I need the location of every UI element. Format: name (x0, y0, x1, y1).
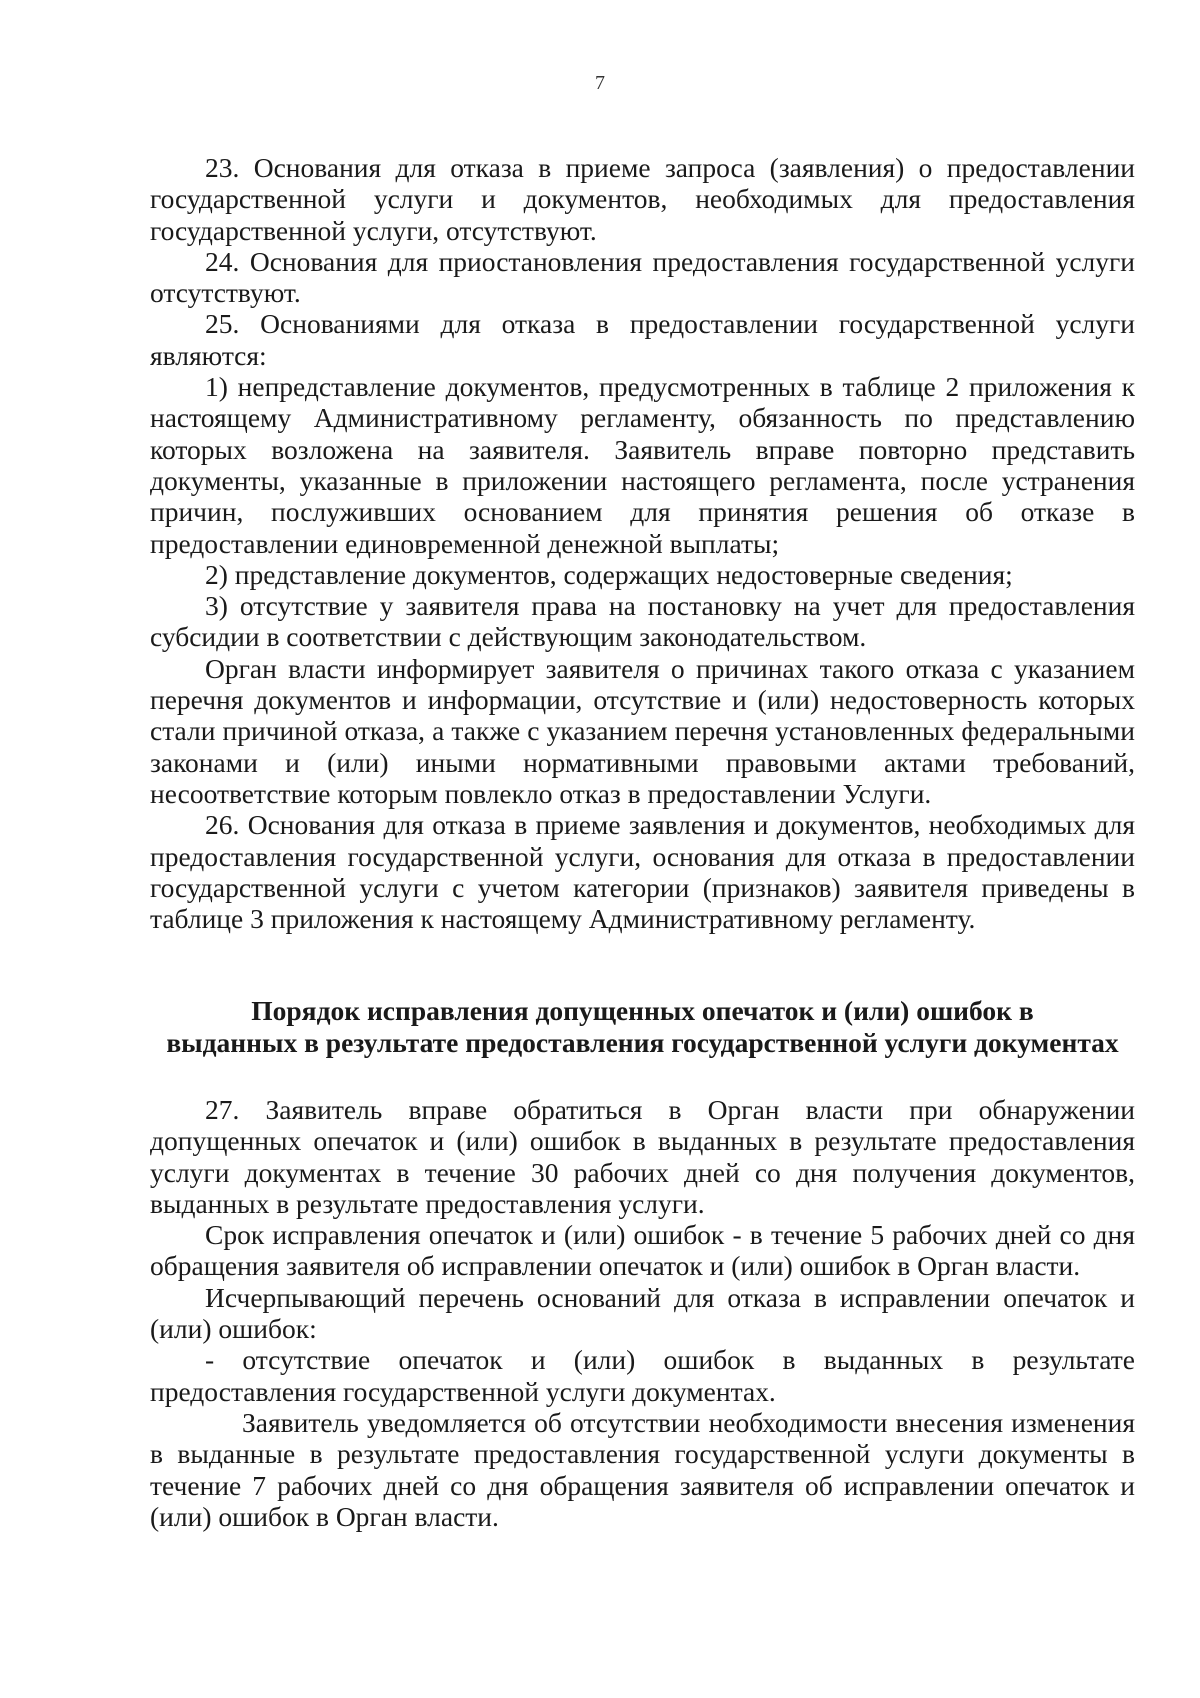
body-text-top (150, 152, 1135, 934)
paragraph-26: 26. Основания для отказа в приеме заявления и документов, необходимых для предоставления государственной услуги, основания для отказа в предоставлении государственной услуги с учетом категории (признаков) заявителя приведены в таблице 3 приложения к настоящему Административному регламенту. (150, 809, 1135, 935)
paragraph-25-item-2: 2) представление документов, содержащих недостоверные сведения; (205, 558, 1013, 590)
paragraph-authority-informs: Орган власти информирует заявителя о причинах такого отказа с указанием перечня документов и информации, отсутствие и (или) недостоверность которых стали причиной отказа, а также с указанием перечня установленных федеральными законами и (или) иными нормативными правовыми актами требований, несоответствие которым повлекло отказ в предоставлении Услуги. (150, 652, 1135, 809)
section-heading-line-2: выданных в результате предоставления государственной услуги документах (166, 1027, 1119, 1058)
paragraph-27: 27. Заявитель вправе обратиться в Орган власти при обнаружении допущенных опечаток и (или) ошибок в выданных в результате предоставления услуги документах в течение 30 рабочих дней со дня получения документов, выданных в результате предоставления услуги. (150, 1094, 1135, 1219)
paragraph-25-item-1: 1) непредставление документов, предусмотренных в таблице 2 приложения к настоящему Административному регламенту, обязанность по представлению которых возложена на заявителя. Заявитель вправе повторно представить документы, указанные в приложении настоящего регламента, после устранения причин, послуживших основанием для принятия решения об отказе в предоставлении единовременной денежной выплаты; (150, 371, 1135, 559)
page-number: 7 (595, 72, 605, 94)
paragraph-correction-term: Срок исправления опечаток и (или) ошибок - в течение 5 рабочих дней со дня обращения заявителя об исправлении опечаток и (или) ошибок в Орган власти. (150, 1219, 1135, 1282)
paragraph-24: 24. Основания для приостановления предоставления государственной услуги отсутствуют. (150, 245, 1135, 309)
body-text-bottom (150, 1094, 1135, 1532)
section-heading (150, 995, 1135, 1059)
paragraph-25-item-3: 3) отсутствие у заявителя права на постановку на учет для предоставления субсидии в соответствии с действующим законодательством. (150, 590, 1135, 653)
paragraph-25: 25. Основаниями для отказа в предоставлении государственной услуги являются: (150, 308, 1135, 371)
paragraph-applicant-notified: Заявитель уведомляется об отсутствии необходимости внесения изменения в выданные в результате предоставления государственной услуги документы в течение 7 рабочих дней со дня обращения заявителя об исправлении опечаток и (или) ошибок в Орган власти. (150, 1406, 1135, 1532)
paragraph-23: 23. Основания для отказа в приеме запроса (заявления) о предоставлении государственной услуги и документов, необходимых для предоставления государственной услуги, отсутствуют. (150, 152, 1135, 246)
paragraph-list-item-dash: - отсутствие опечаток и (или) ошибок в выданных в результате предоставления государственной услуги документах. (150, 1344, 1135, 1407)
section-heading-line-1: Порядок исправления допущенных опечаток и (или) ошибок в (251, 995, 1034, 1026)
paragraph-exhaustive-list: Исчерпывающий перечень оснований для отказа в исправлении опечаток и (или) ошибок: (150, 1281, 1135, 1345)
